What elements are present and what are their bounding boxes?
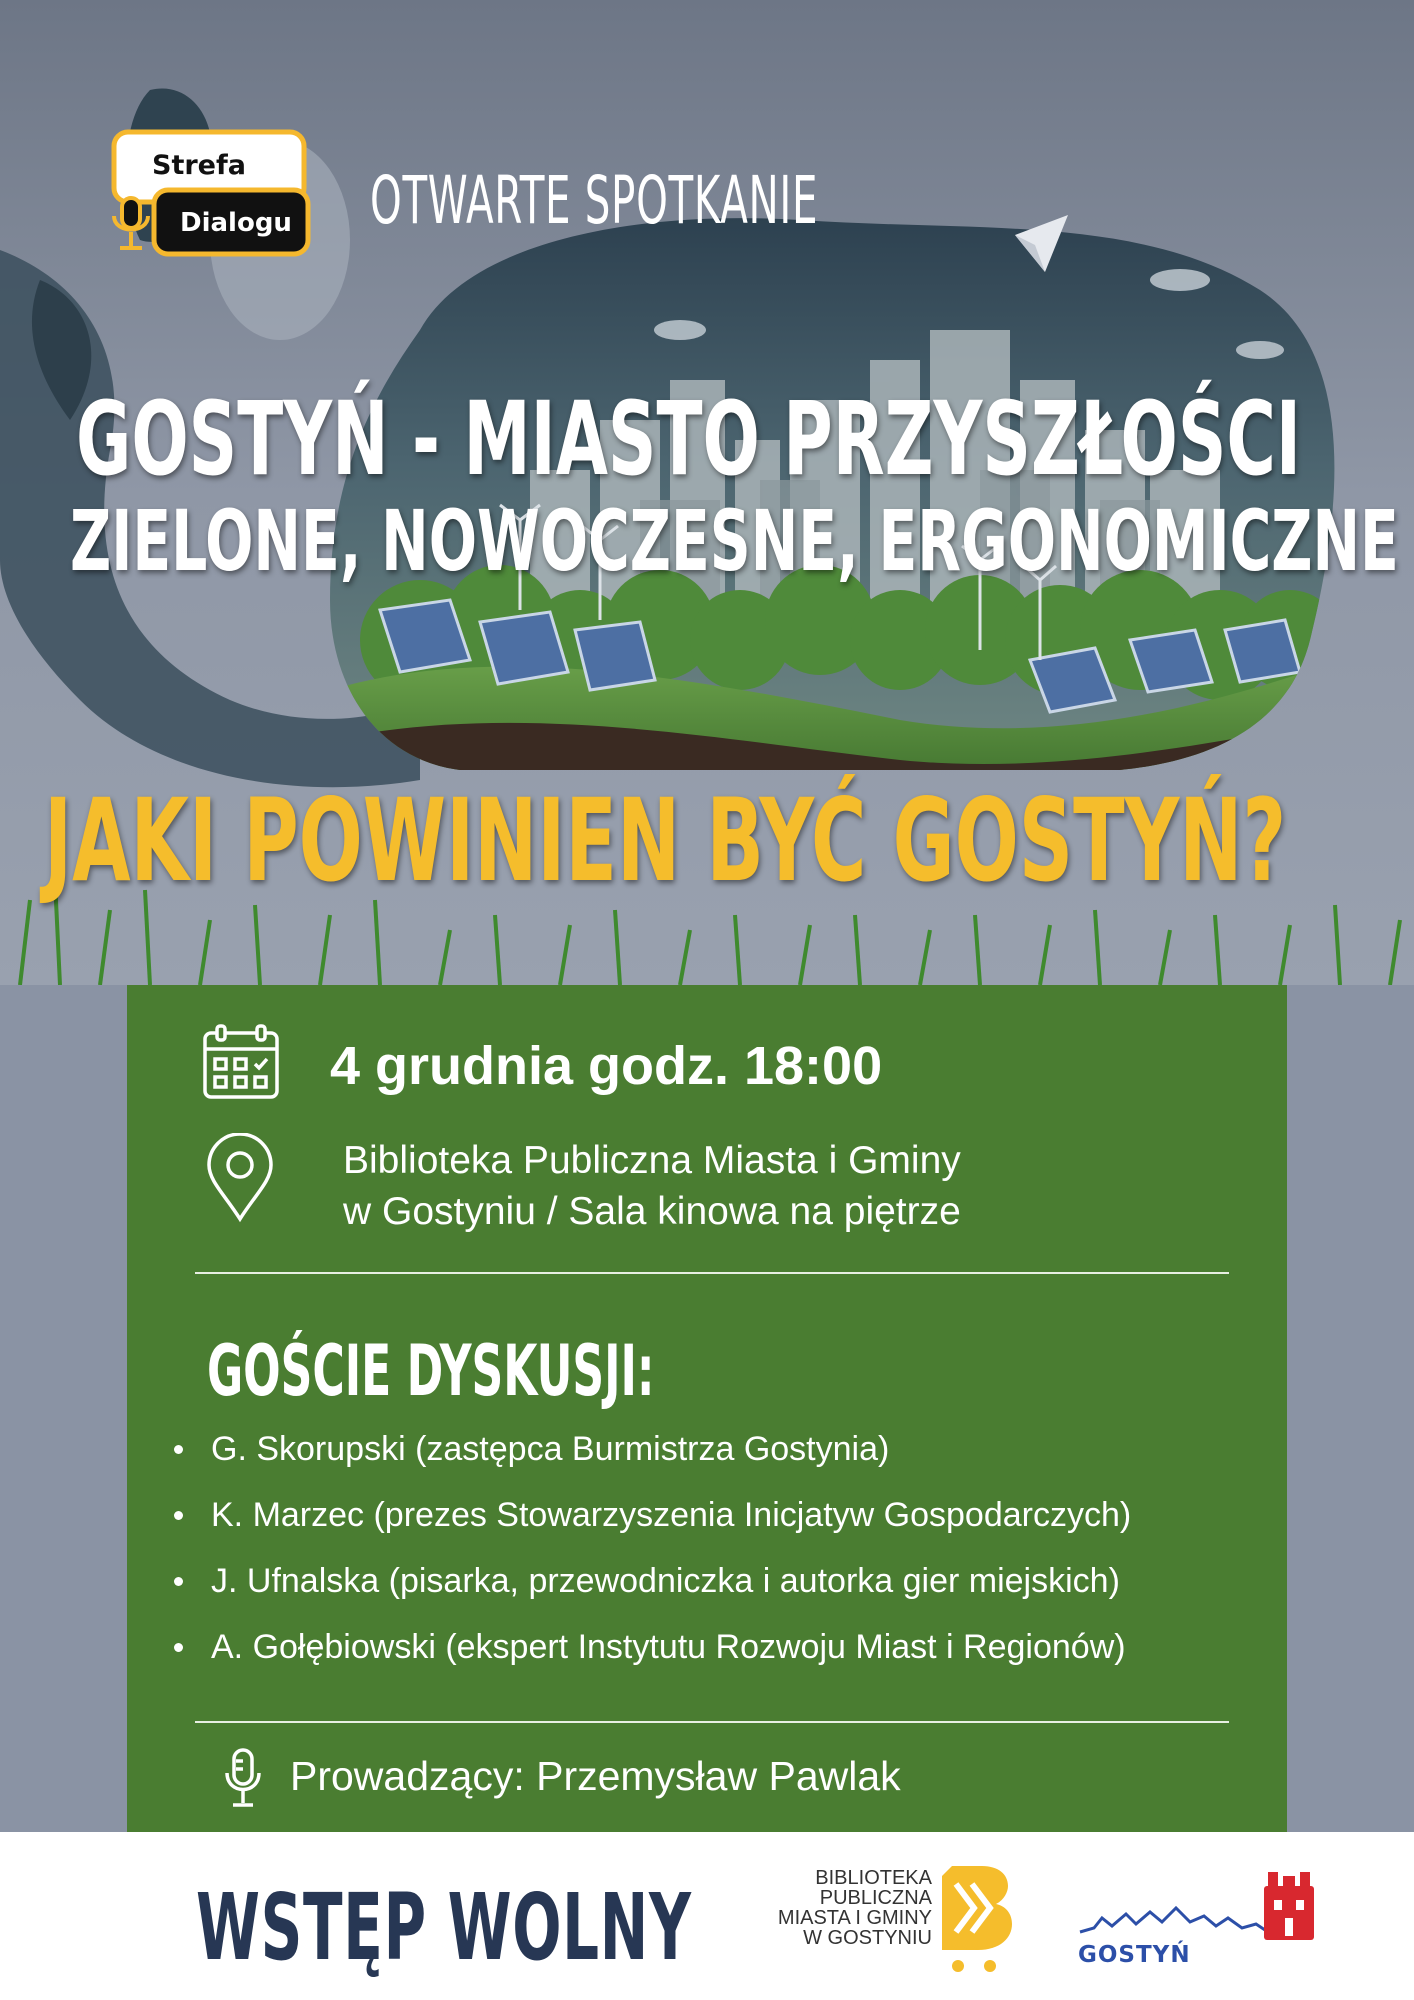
list-item: J. Ufnalska (pisarka, przewodniczka i autorka gier miejskich) <box>171 1559 1131 1625</box>
location-pin-icon <box>205 1133 275 1223</box>
library-line-3: MIASTA I GMINY <box>777 1907 932 1929</box>
event-date: 4 grudnia godz. 18:00 <box>330 1036 883 1096</box>
library-line-2: PUBLICZNA <box>819 1887 932 1909</box>
event-kicker: OTWARTE SPOTKANIE <box>370 162 819 239</box>
library-name <box>740 1868 932 1948</box>
location-line-2: w Gostyniu / Sala kinowa na piętrze <box>343 1190 961 1233</box>
guests-list <box>171 1427 1131 1691</box>
host-name: Prowadzący: Przemysław Pawlak <box>290 1753 901 1799</box>
library-line-4: W GOSTYNIU <box>803 1927 932 1949</box>
calendar-icon <box>201 1023 281 1103</box>
strefa-dialogu-logo <box>100 128 312 260</box>
divider <box>195 1272 1229 1274</box>
list-item: G. Skorupski (zastępca Burmistrza Gostynia) <box>171 1427 1131 1493</box>
guests-heading: GOŚCIE DYSKUSJI: <box>207 1330 655 1412</box>
hero-illustration <box>0 0 1414 985</box>
list-item: A. Gołębiowski (ekspert Instytutu Rozwoju Miast i Regionów) <box>171 1625 1131 1691</box>
footer <box>0 1832 1414 2000</box>
gostyn-city-logo <box>1078 1866 1318 1946</box>
logo-word-dialogu: Dialogu <box>180 208 292 238</box>
subtitle: ZIELONE, NOWOCZESNE, ERGONOMICZNE <box>70 492 1399 590</box>
event-info-panel <box>127 985 1287 1832</box>
list-item: K. Marzec (prezes Stowarzyszenia Inicjatyw Gospodarczych) <box>171 1493 1131 1559</box>
free-entry-text: WSTĘP WOLNY <box>196 1874 692 1981</box>
location-line-1: Biblioteka Publiczna Miasta i Gminy <box>343 1139 961 1182</box>
microphone-icon <box>114 198 148 248</box>
city-logo-text: GOSTYŃ <box>1078 1942 1191 1968</box>
divider <box>195 1721 1229 1723</box>
main-title: GOSTYŃ - MIASTO PRZYSZŁOŚCI <box>76 380 1301 499</box>
library-logo-icon <box>938 1862 1018 1980</box>
question-headline: JAKI POWINIEN BYĆ GOSTYŃ? <box>44 774 1287 907</box>
library-line-1: BIBLIOTEKA <box>815 1867 932 1889</box>
microphone-icon <box>223 1747 263 1809</box>
logo-word-strefa: Strefa <box>152 150 246 181</box>
event-location <box>343 1135 961 1237</box>
